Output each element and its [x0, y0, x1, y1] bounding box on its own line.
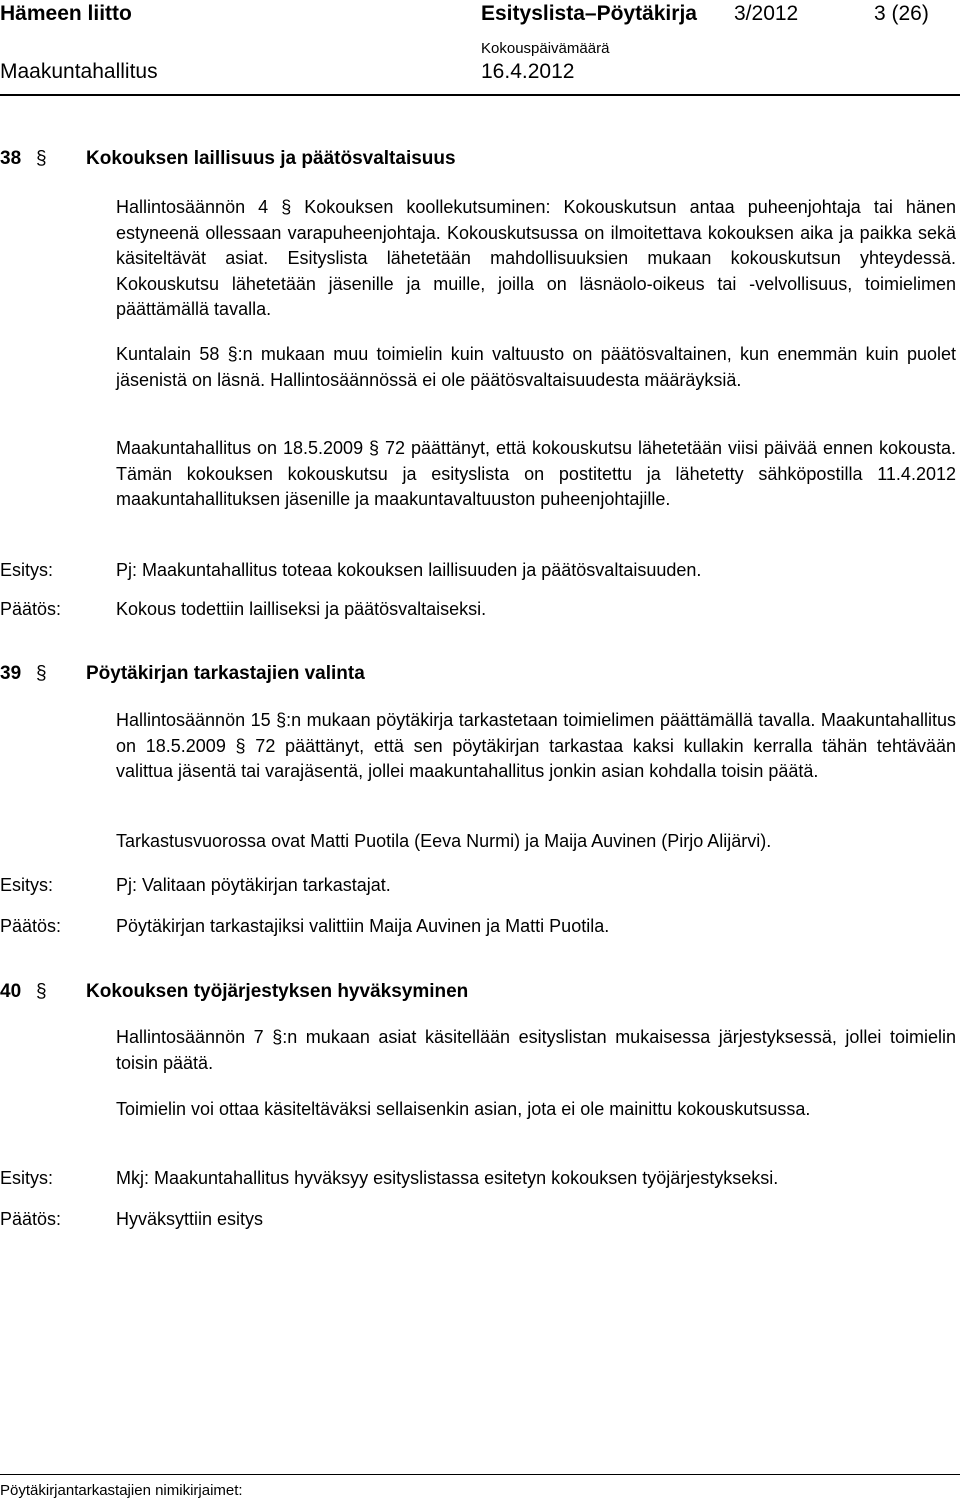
section-title: Kokouksen laillisuus ja päätösvaltaisuus: [86, 148, 456, 169]
decision-label: Päätös:: [0, 599, 62, 619]
proposal-text: Pj: Maakuntahallitus toteaa kokouksen laillisuuden ja päätösvaltaisuuden.: [116, 560, 702, 580]
decision-text: Kokous todettiin lailliseksi ja päätösvaltaiseksi.: [116, 599, 487, 619]
proposal-text: Mkj: Maakuntahallitus hyväksyy esityslistassa esitetyn kokouksen työjärjestykseksi.: [116, 1168, 779, 1188]
decision-label: Päätös:: [0, 1209, 62, 1229]
body-paragraph: Toimielin voi ottaa käsiteltäväksi sellaisenkin asian, jota ei ole mainittu kokouskutsussa.: [116, 1099, 811, 1119]
proposal-text: Pj: Valitaan pöytäkirjan tarkastajat.: [116, 875, 391, 895]
signatures-label: Pöytäkirjantarkastajien nimikirjaimet:: [0, 1482, 243, 1499]
document-number: 3/2012: [734, 2, 799, 25]
organization-name: Hämeen liitto: [0, 2, 132, 25]
page-number: 3 (26): [874, 2, 929, 25]
document-type: Esityslista–Pöytäkirja: [481, 2, 697, 25]
body-paragraph: Tarkastusvuorossa ovat Matti Puotila (Eeva Nurmi) ja Maija Auvinen (Pirjo Alijärvi).: [116, 831, 772, 851]
proposal-label: Esitys:: [0, 1168, 54, 1188]
section-title: Kokouksen työjärjestyksen hyväksyminen: [86, 981, 469, 1002]
header-divider: [0, 94, 960, 96]
footer-divider: [0, 1474, 960, 1475]
section-sign-icon: §: [36, 981, 47, 1002]
section-number: 40: [0, 981, 22, 1002]
decision-text: Hyväksyttiin esitys: [116, 1209, 264, 1229]
meeting-date: 16.4.2012: [481, 60, 575, 83]
section-sign-icon: §: [36, 663, 47, 684]
section-number: 39: [0, 663, 22, 684]
section-title: Pöytäkirjan tarkastajien valinta: [86, 663, 365, 684]
proposal-label: Esitys:: [0, 875, 54, 895]
decision-label: Päätös:: [0, 916, 62, 936]
body-paragraph: Hallintosäännön 7 §:n mukaan asiat käsitellään esityslistan mukaisessa järjestyksessä, jollei toimielin toisin päätä.: [116, 1027, 956, 1073]
body-paragraph: Hallintosäännön 4 § Kokouksen koollekutsuminen: Kokouskutsun antaa puheenjohtaja tai hänen estyneenä ollessaan varapuheenjohtaja. Kokouskutsussa on ilmoitettava kokouksen aika ja paikka sekä käsiteltävät asiat. Esityslista lähetetään mahdollisuuksien mukaan kokouskutsun yhteydessä. Kokouskutsu lähetetään jäsenille ja muille, joilla on läsnäolo-oikeus tai -velvollisuus, toimielimen päättämällä tavalla.: [116, 197, 956, 319]
governing-body: Maakuntahallitus: [0, 60, 158, 83]
body-paragraph: Maakuntahallitus on 18.5.2009 § 72 päättänyt, että kokouskutsu lähetetään viisi päivää ennen kokousta. Tämän kokouksen kokouskutsu ja esityslista on postitettu ja lähetetty sähköpostilla 11.4.2012 maakuntahallituksen jäsenille ja maakuntavaltuuston puheenjohtajille.: [116, 438, 956, 509]
meeting-date-label: Kokouspäivämäärä: [481, 40, 610, 57]
proposal-label: Esitys:: [0, 560, 54, 580]
body-paragraph: Kuntalain 58 §:n mukaan muu toimielin kuin valtuusto on päätösvaltainen, kun enemmän kuin puolet jäsenistä on läsnä. Hallintosäännössä ei ole päätösvaltaisuudesta määräyksiä.: [116, 344, 956, 390]
section-number: 38: [0, 148, 22, 169]
body-paragraph: Hallintosäännön 15 §:n mukaan pöytäkirja tarkastetaan toimielimen päättämällä tavalla. Maakuntahallitus on 18.5.2009 § 72 päättänyt, että sen pöytäkirjan tarkastaa kaksi kullakin kerralla tähän tehtävään valittua jäsentä tai varajäsentä, jollei maakuntahallitus jonkin asian kohdalla toisin päätä.: [116, 710, 956, 781]
decision-text: Pöytäkirjan tarkastajiksi valittiin Maija Auvinen ja Matti Puotila.: [116, 916, 610, 936]
section-sign-icon: §: [36, 148, 47, 169]
